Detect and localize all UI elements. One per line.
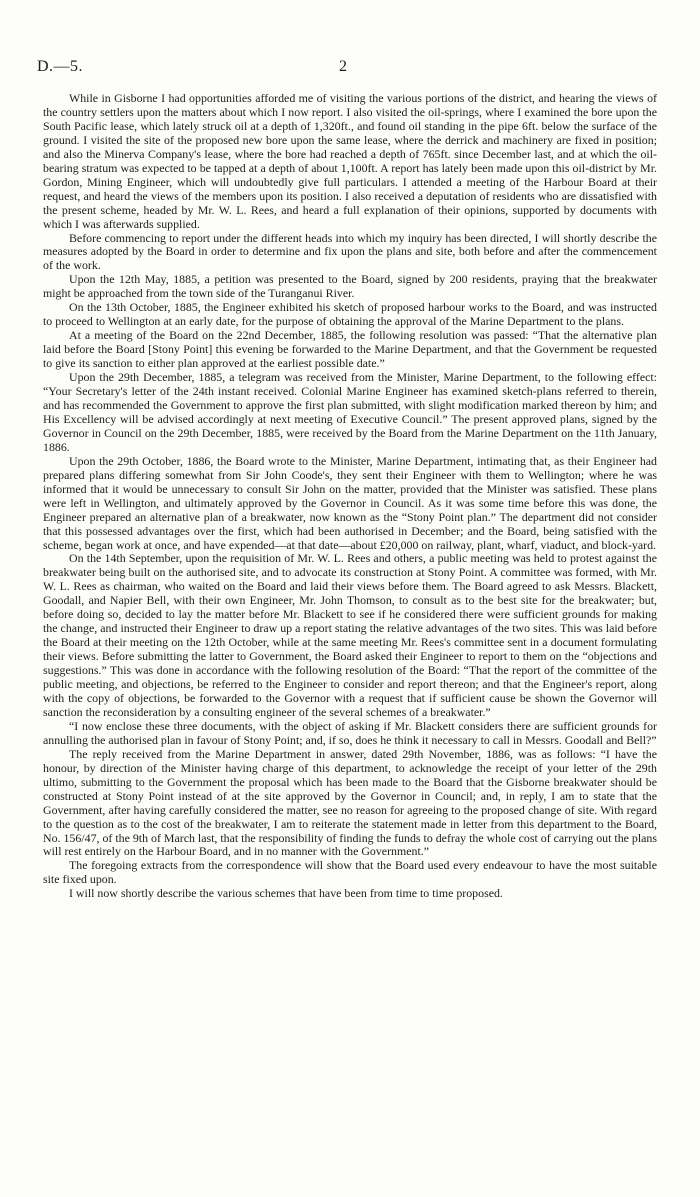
paragraph-enclosed-documents: “I now enclose these three documents, with the object of asking if Mr. Blackett considers there are sufficient grounds for annulling the authorised plan in favour of Stony Point; and, if so, does he think it necessary to call in Messrs. Goodall and Bell?” bbox=[43, 718, 657, 747]
paragraph-resolution: At a meeting of the Board on the 22nd December, 1885, the following resolution was passed: “That the alternative plan laid before the Board [Stony Point] this evening be forwarded to the Marine Department, and that the Government be requested to give its sanction to either plan approved at the earliest possible date.” bbox=[43, 328, 657, 371]
paragraph-report-intro: Before commencing to report under the different heads into which my inquiry has been directed, I will shortly describe the measures adopted by the Board in order to determine and fix upon the plans and site, both before and after the commencement of the work. bbox=[43, 230, 657, 273]
paragraph-correspondence-summary: The foregoing extracts from the correspondence will show that the Board used every endeavour to have the most suitable site fixed upon. bbox=[43, 858, 657, 887]
page-number: 2 bbox=[339, 58, 347, 75]
paragraph-engineer-sketch: On the 13th October, 1885, the Engineer exhibited his sketch of proposed harbour works to the Board, and was instructed to proceed to Wellington at an early date, for the purpose of obtaining the approval of the Marine Department to the plans. bbox=[43, 300, 657, 329]
paragraph-public-meeting: On the 14th September, upon the requisition of Mr. W. L. Rees and others, a public meeting was held to protest against the breakwater being built on the authorised site, and to advocate its construction at Stony Point. A committee was formed, with Mr. W. L. Rees as chairman, who waited on the Board and laid their views before them. The Board agreed to ask Messrs. Blackett, Goodall, and Napier Bell, with their own Engineer, Mr. John Thomson, to consult as to the best site for the breakwater; but, before doing so, decided to lay the matter before Mr. Blackett to see if he considered there were sufficient grounds for making the change, and instructed their Engineer to draw up a report stating the relative advantages of the two sites. This was laid before the Board at their meeting on the 12th October, while at the same meeting Mr. Rees's committee sent in a document formulating their views. Before submitting the latter to Government, the Board asked their Engineer to report to them on the “objections and suggestions.” This was done in accordance with the following resolution of the Board: “That the report of the committee of the public meeting, and objections, be referred to the Engineer to consider and report thereon; and that the Engineer's report, along with the copy of objections, be forwarded to the Governor with a request that if sufficient cause be shown the Governor will sanction the reconsideration by a consulting engineer of the several schemes of a breakwater.” bbox=[43, 551, 657, 719]
paragraph-petition: Upon the 12th May, 1885, a petition was presented to the Board, signed by 200 residents, praying that the breakwater might be approached from the town side of the Turanganui River. bbox=[43, 272, 657, 301]
paragraph-telegram: Upon the 29th December, 1885, a telegram was received from the Minister, Marine Department, to the following effect: “Your Secretary's letter of the 24th instant received. Colonial Marine Engineer has examined sketch-plans referred to therein, and has recommended the Government to approve the first plan submitted, with slight modification marked thereon by him; and His Excellency will be advised accordingly at next meeting of Executive Council.” The present approved plans, signed by the Governor in Council on the 29th December, 1885, were received by the Board from the Marine Department on the 11th January, 1886. bbox=[43, 370, 657, 454]
paragraph-gisborne-visit: While in Gisborne I had opportunities afforded me of visiting the various portions of the district, and hearing the views of the country settlers upon the matters about which I now report. I also visited the oil-springs, where I examined the bore upon the South Pacific lease, which lately struck oil at a depth of 1,320ft., and found oil standing in the pipe 6ft. below the surface of the ground. I visited the site of the proposed new bore upon the same lease, where the derrick and machinery are fixed in position; and also the Minerva Company's lease, where the bore had reached a depth of 765ft. since December last, and at which the oil-bearing stratum was expected to be tapped at a depth of about 1,100ft. A report has lately been made upon this oil-district by Mr. Gordon, Mining Engineer, which will undoubtedly give full particulars. I attended a meeting of the Harbour Board at their request, and heard the views of the members upon its position. I also received a deputation of residents who are dissatisfied with the present scheme, headed by Mr. W. L. Rees, and heard a full explanation of their opinions, supported by documents with which I was afterwards supplied. bbox=[43, 91, 657, 231]
page-header bbox=[37, 58, 658, 80]
paragraph-board-letter: Upon the 29th October, 1886, the Board wrote to the Minister, Marine Department, intimating that, as their Engineer had prepared plans differing somewhat from Sir John Coode's, they sent their Engineer with them to Wellington; where he was informed that it would be unnecessary to consult Sir John on the matter, provided that the Minister was satisfied. These plans were left in Wellington, and ultimately approved by the Governor in Council. As it was some time before this was done, the Engineer prepared an alternative plan of a breakwater, now known as the “Stony Point plan.” The department did not consider that this possessed advantages over the first, which had been authorised in December; and the Board, being satisfied with the scheme, began work at once, and have expended—at that date—about £20,000 on railway, plant, wharf, viaduct, and block-yard. bbox=[43, 453, 657, 552]
paragraph-department-reply: The reply received from the Marine Department in answer, dated 29th November, 1886, was as follows: “I have the honour, by direction of the Minister having charge of this department, to acknowledge the receipt of your letter of the 29th ultimo, submitting to the Government the proposal which has been made to the Board that the Gisborne breakwater should be constructed at Stony Point instead of at the site approved by the Governor in Council; and, in reply, I am to state that the Government, after having carefully considered the matter, see no reason for agreeing to the proposed change of site. With regard to the question as to the cost of the breakwater, I am to reiterate the statement made in letter from this department to the Board, No. 156/47, of the 9th of March last, that the responsibility of finding the funds to defray the whole cost of carrying out the plans will rest entirely on the Harbour Board, and in no manner with the Government.” bbox=[43, 746, 657, 859]
body-text bbox=[43, 92, 657, 901]
paragraph-schemes-intro: I will now shortly describe the various schemes that have been from time to time proposed. bbox=[69, 886, 503, 901]
document-id: D.—5. bbox=[37, 58, 84, 75]
